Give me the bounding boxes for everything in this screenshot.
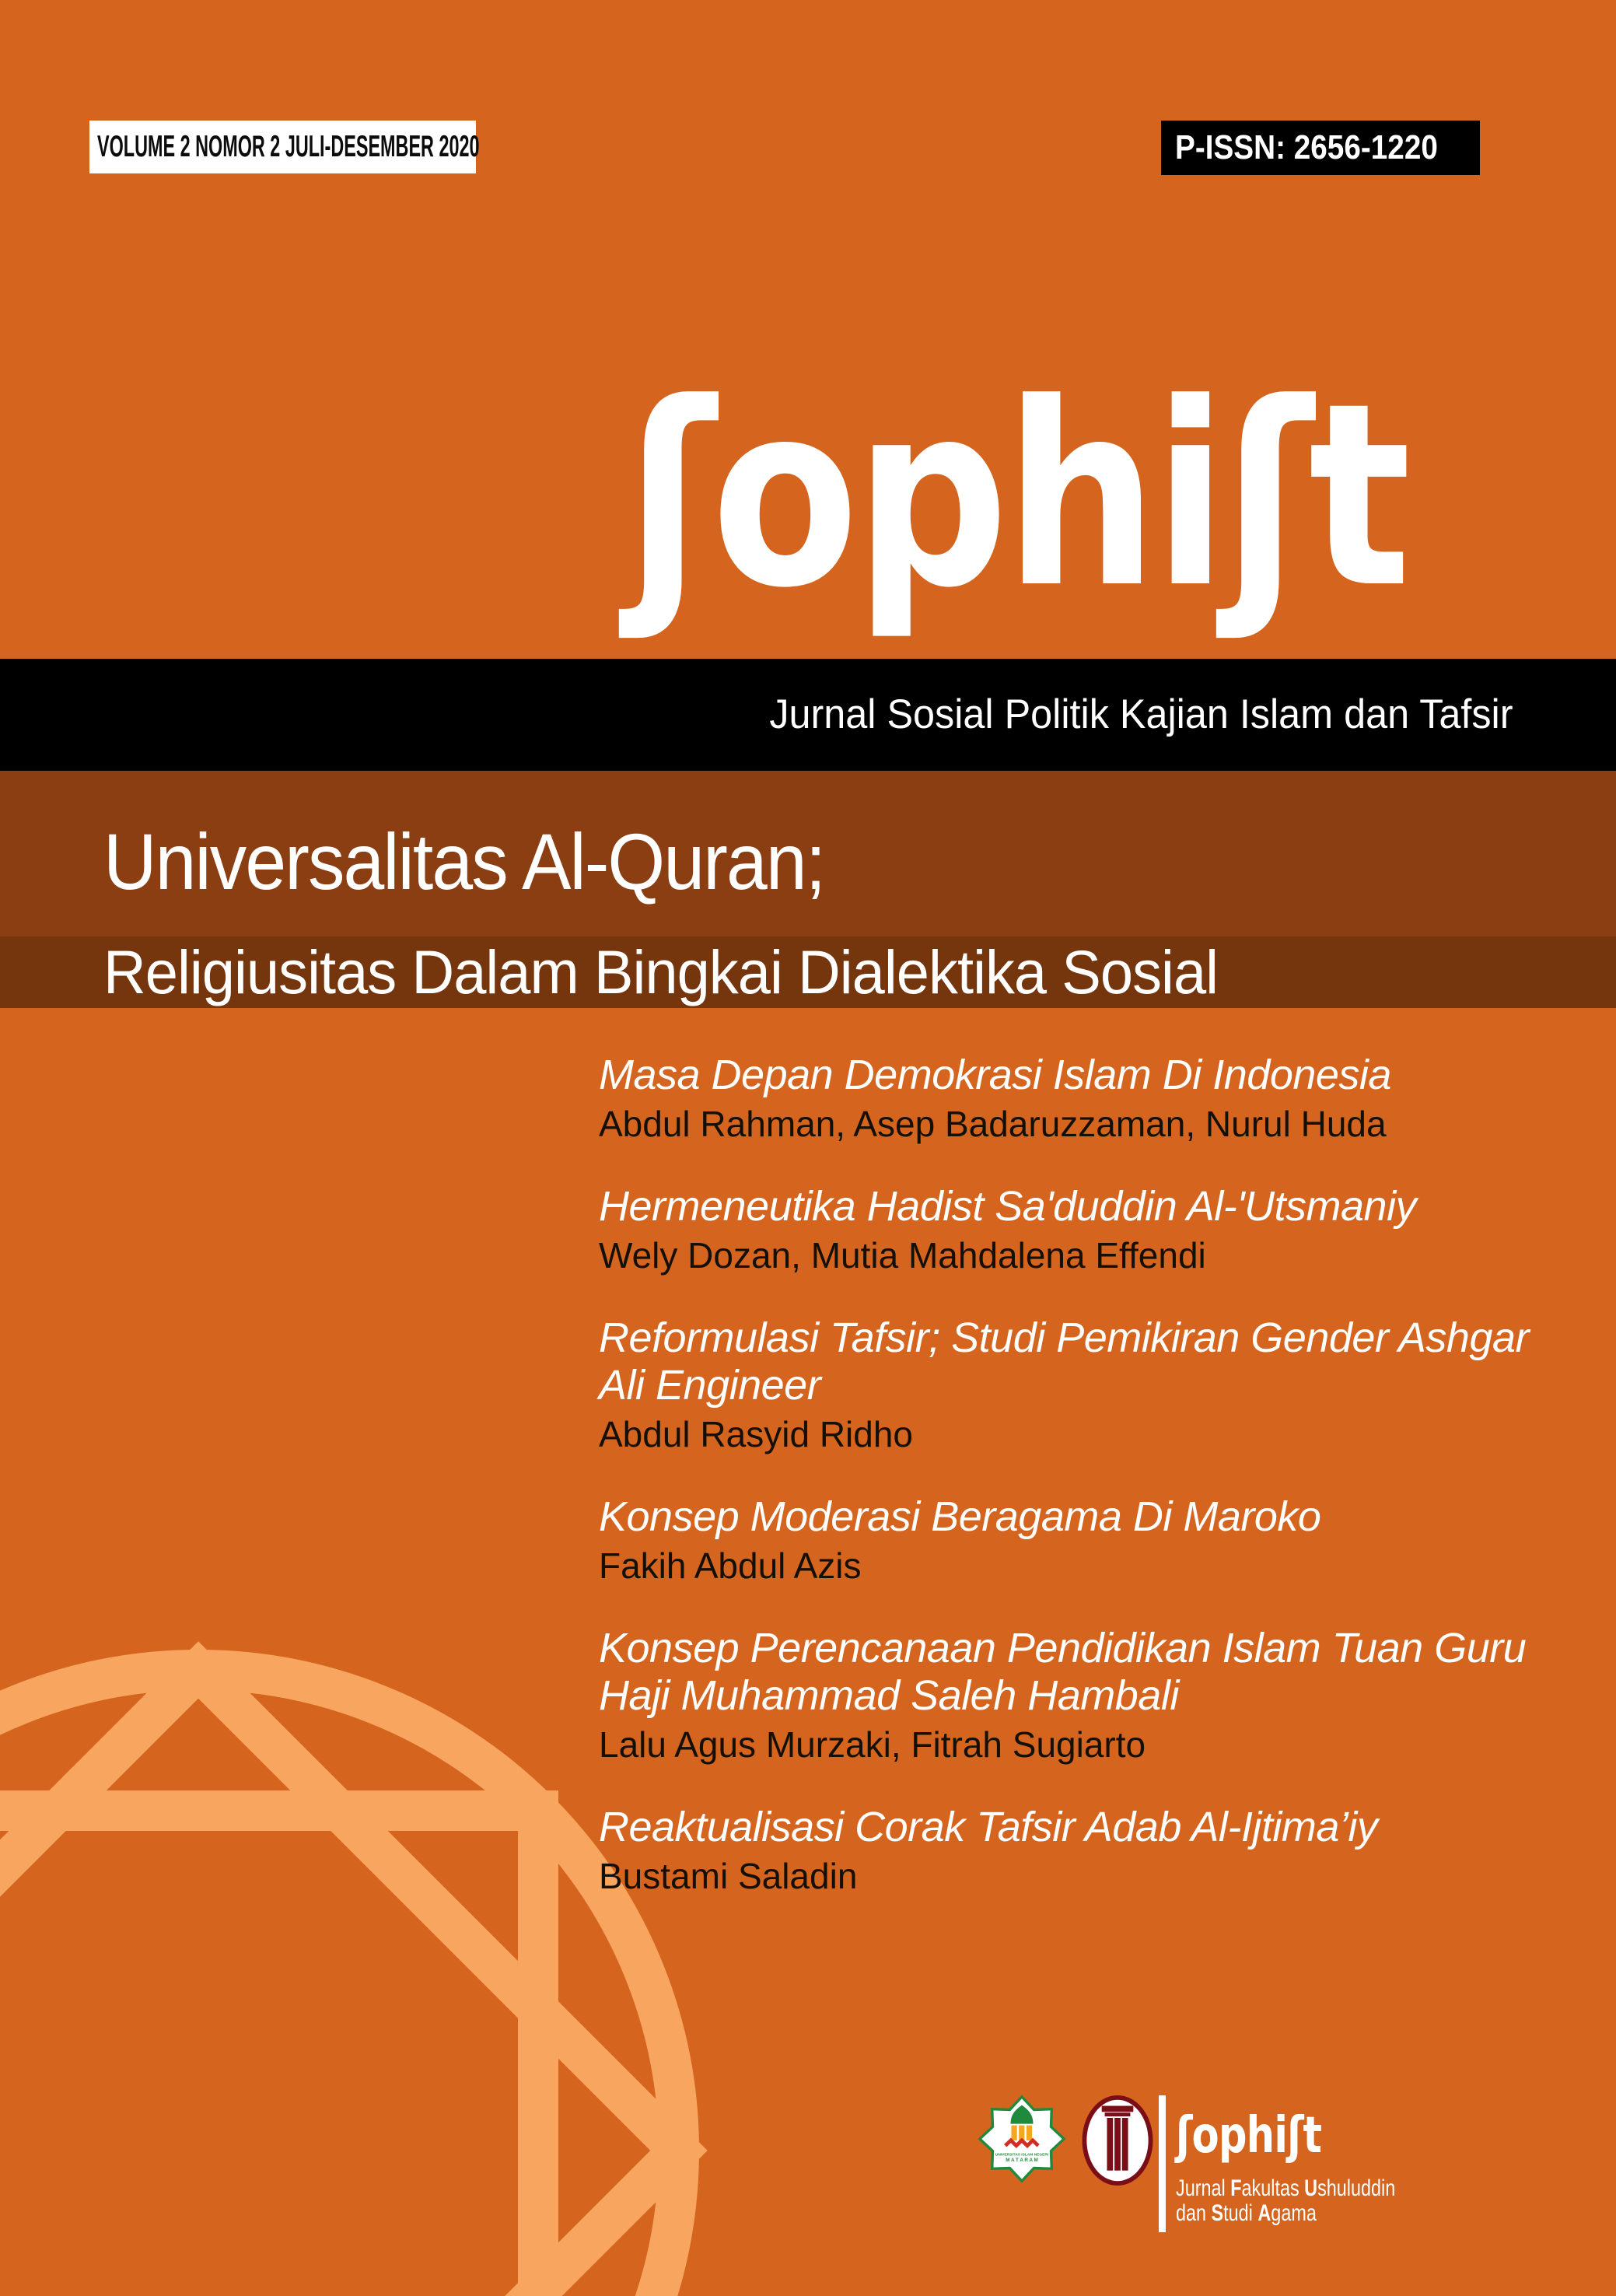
issn-label-box [1161,121,1480,175]
masthead-tagline: Jurnal Sosial Politik Kajian Islam dan Tafsir [768,691,1513,737]
article-title: Masa Depan Demokrasi Islam Di Indonesia [599,1052,1391,1098]
cover-title-strip [0,936,1616,1008]
article-list [599,1052,1540,1896]
issn-label: P-ISSN: 2656-1220 [1175,128,1438,166]
footer-tagline-line2: dan Studi Agama [1176,2200,1317,2226]
article-title: Konsep Perencanaan Pendidikan Islam Tuan Guru Haji Muhammad Saleh Hambali [599,1625,1527,1719]
article-authors: Lalu Agus Murzaki, Fitrah Sugiarto [599,1724,1146,1765]
article-title: Konsep Moderasi Beragama Di Maroko [599,1493,1321,1540]
article-authors: Bustami Saladin [599,1856,858,1896]
cover-title-band [0,771,1616,1008]
divider-bar [1159,2095,1166,2232]
footer-tagline-line1: Jurnal Fakultas Ushuluddin [1176,2175,1396,2201]
volume-label: VOLUME 2 NOMOR 2 JULI-DESEMBER 2020 [97,130,480,163]
article-authors: Wely Dozan, Mutia Mahdalena Effendi [599,1235,1206,1276]
volume-label-box [89,121,480,173]
uin-logo-line1: UNIVERSITAS ISLAM NEGERI [995,2153,1049,2158]
article-title: Reformulasi Tafsir; Studi Pemikiran Gender Ashgar Ali Engineer [599,1314,1530,1409]
article-authors: Abdul Rahman, Asep Badaruzzaman, Nurul Huda [599,1104,1387,1144]
article-authors: Fakih Abdul Azis [599,1545,862,1586]
cover-title-line1: Universalitas Al-Quran; [103,817,825,906]
article-entry [599,1625,1540,1765]
article-entry [599,1804,1540,1896]
fakultas-column-logo-icon [1079,2095,1156,2186]
footer-sophist-logo: ʃophiʃt [1176,2107,1322,2165]
sophist-logo: ʃophiʃt [626,348,1408,643]
article-title: Reaktualisasi Corak Tafsir Adab Al-Ijtima’iy [599,1804,1378,1850]
article-entry [599,1314,1540,1454]
uin-mataram-logo-icon [977,2094,1067,2184]
article-authors: Abdul Rasyid Ridho [599,1414,914,1454]
footer-tagline [1176,2176,1395,2226]
article-entry [599,1493,1540,1586]
footer-brand [964,2084,1571,2256]
cover-title-line2: Religiusitas Dalam Bingkai Dialektika Sosial [103,937,1219,1006]
article-entry [599,1052,1540,1144]
masthead-tagline-bar [0,659,1616,771]
uin-logo-line2: M A T A R A M [1006,2158,1038,2163]
article-title: Hermeneutika Hadist Sa'duddin Al-'Utsmaniy [599,1183,1417,1230]
article-entry [599,1183,1540,1276]
